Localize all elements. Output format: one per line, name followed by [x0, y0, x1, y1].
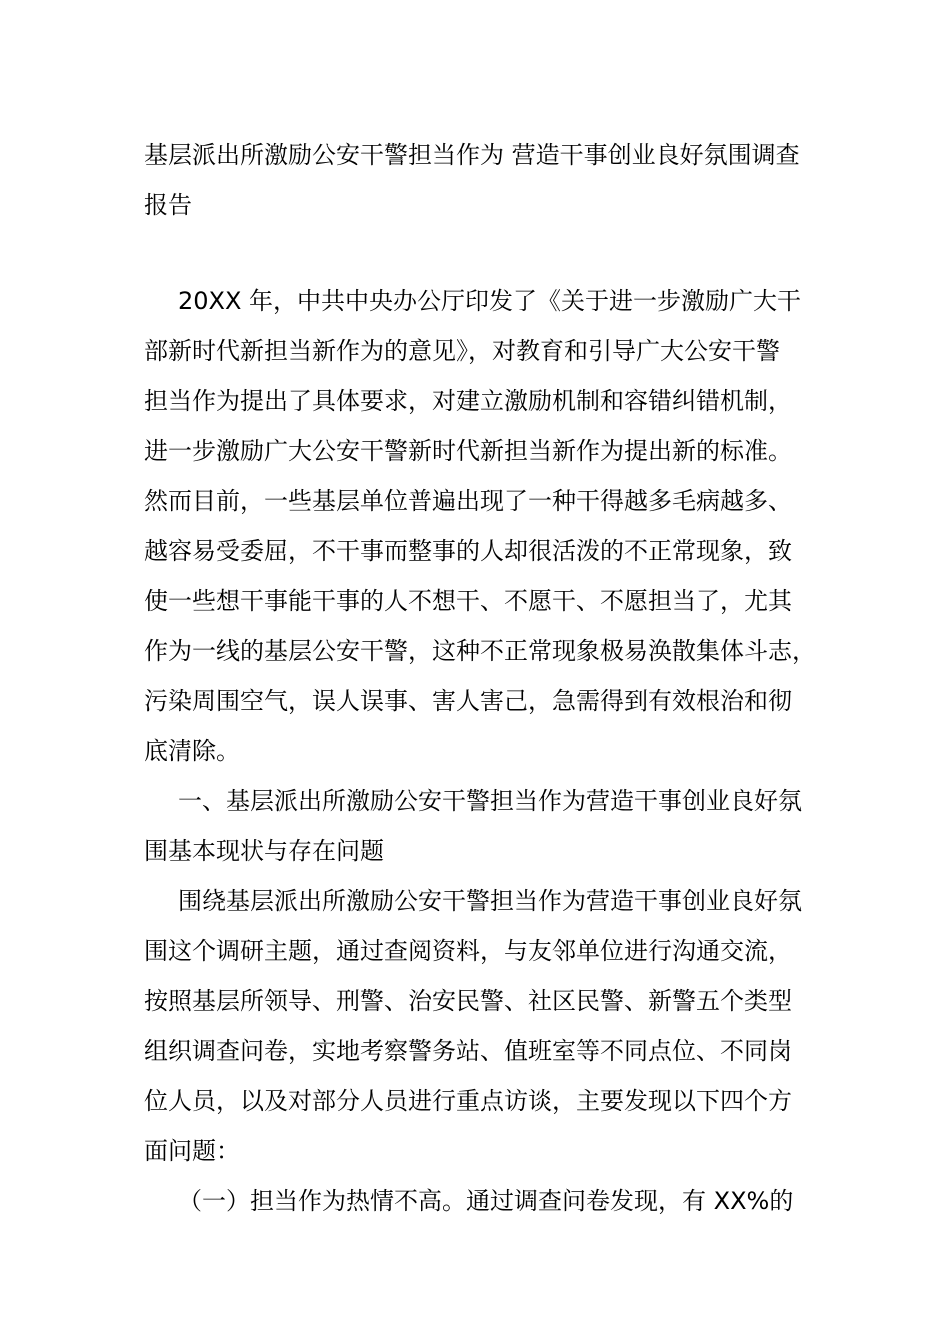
text-line: 按照基层所领导、刑警、治安民警、社区民警、新警五个类型: [144, 987, 792, 1015]
text-line: 越容易受委屈，不干事而整事的人却很活泼的不正常现象，致: [144, 537, 792, 565]
document-title: [144, 130, 824, 230]
text-line: 组织调查问卷，实地考察警务站、值班室等不同点位、不同岗: [144, 1037, 792, 1065]
text-line: 围这个调研主题，通过查阅资料，与友邻单位进行沟通交流，: [144, 937, 792, 965]
text-line: （一）担当作为热情不高。通过调查问卷发现，有 XX%的: [178, 1187, 794, 1215]
document-body: [144, 276, 824, 1226]
text-line: 使一些想干事能干事的人不想干、不愿干、不愿担当了，尤其: [144, 587, 792, 615]
title-line: 基层派出所激励公安干警担当作为 营造干事创业良好氛围调查: [144, 141, 800, 169]
paragraph-survey: [144, 876, 824, 1176]
paragraph-intro: [144, 276, 824, 776]
title-line: 报告: [144, 191, 192, 219]
text-line: 部新时代新担当新作为的意见》，对教育和引导广大公安干警: [144, 337, 780, 365]
text-line: 位人员，以及对部分人员进行重点访谈，主要发现以下四个方: [144, 1087, 792, 1115]
text-line: 一、基层派出所激励公安干警担当作为营造干事创业良好氛: [178, 787, 802, 815]
text-line: 20XX 年，中共中央办公厅印发了《关于进一步激励广大干: [178, 287, 802, 315]
text-line: 进一步激励广大公安干警新时代新担当新作为提出新的标准。: [144, 437, 792, 465]
text-line: 面问题：: [144, 1137, 240, 1165]
subsection-heading-1: [144, 1176, 824, 1226]
text-line: 作为一线的基层公安干警，这种不正常现象极易涣散集体斗志，: [144, 637, 816, 665]
text-line: 然而目前，一些基层单位普遍出现了一种干得越多毛病越多、: [144, 487, 792, 515]
text-line: 污染周围空气，误人误事、害人害己，急需得到有效根治和彻: [144, 687, 792, 715]
text-line: 围绕基层派出所激励公安干警担当作为营造干事创业良好氛: [178, 887, 802, 915]
text-line: 担当作为提出了具体要求，对建立激励机制和容错纠错机制，: [144, 387, 792, 415]
text-line: 底清除。: [144, 737, 240, 765]
text-line: 围基本现状与存在问题: [144, 837, 384, 865]
section-heading-1: [144, 776, 824, 876]
